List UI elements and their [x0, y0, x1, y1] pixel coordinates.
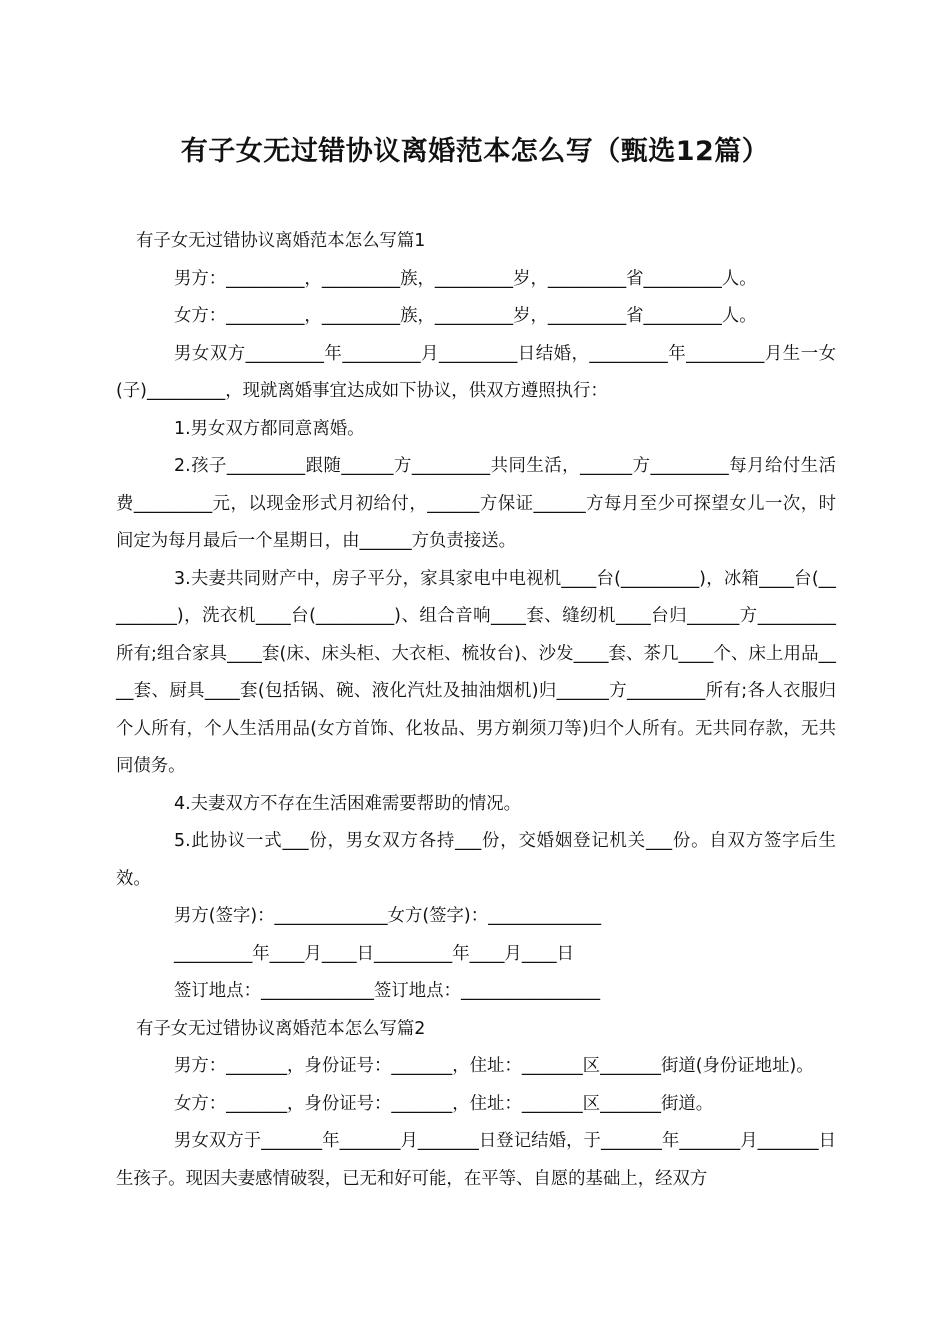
signing-place-line: 签订地点：_____________签订地点：________________	[174, 981, 601, 1001]
signature-line: 男方(签字)：_____________女方(签字)：_____________	[174, 906, 602, 926]
paragraph-clause-3: 3.夫妻共同财产中，房子平分，家具家电中电视机____台(_________)，冰箱____台(_________)，洗衣机____台(_________)、组合音响____套、缝纫机____台归______方_________所有;组合家具____套(床、床头柜、大衣柜、梳妆台)、沙发____套、茶几____个、床上用品____套、厨具____套(包括锅、碗、液化汽灶及抽油烟机)归______方_________所有;各人衣服归个人所有，个人生活用品(女方首饰、化妆品、男方剃须刀等)归个人所有。无共同存款，无共同债务。	[116, 568, 836, 776]
paragraph-marriage-info: 男女双方_________年_________月_________日结婚，_________年_________月生一女(子)_________，现就离婚事宜达成如下协议，供双方遵照执行：	[116, 343, 836, 401]
paragraph-male-party: 男方：_________，_________族，_________岁，_________省_________人。	[174, 268, 757, 289]
paragraph-clause-4: 4.夫妻双方不存在生活困难需要帮助的情况。	[174, 793, 522, 814]
section-heading-1: 有子女无过错协议离婚范本怎么写篇1	[136, 231, 426, 251]
paragraph-female-party: 女方：_________，_________族，_________岁，_________省_________人。	[174, 306, 757, 326]
date-line: _________年____月____日_________年____月____日	[174, 943, 574, 964]
paragraph-marriage-info-2: 男女双方于_______年_______月_______日登记结婚，于_______年_______月_______日生孩子。现因夫妻感情破裂，已无和好可能，在平等、自愿的基础上，经双方	[116, 1131, 836, 1189]
paragraph-male-party-2: 男方：_______，身份证号：_______，住址：_______区_______街道(身份证地址)。	[174, 1056, 814, 1076]
document-body	[116, 223, 836, 1198]
paragraph-clause-5: 5.此协议一式___份，男女双方各持___份，交婚姻登记机关___份。自双方签字后生效。	[116, 831, 836, 889]
paragraph-clause-1: 1.男女双方都同意离婚。	[174, 418, 365, 439]
paragraph-female-party-2: 女方：_______，身份证号：_______，住址：_______区_______街道。	[174, 1093, 714, 1114]
section-heading-2: 有子女无过错协议离婚范本怎么写篇2	[136, 1018, 426, 1039]
paragraph-clause-2: 2.孩子_________跟随______方_________共同生活，______方_________每月给付生活费_________元，以现金形式月初给付，______方保证______方每月至少可探望女儿一次，时间定为每月最后一个星期日，由______方负责接送。	[116, 456, 836, 551]
document-title: 有子女无过错协议离婚范本怎么写（甄选12篇）	[180, 136, 770, 167]
